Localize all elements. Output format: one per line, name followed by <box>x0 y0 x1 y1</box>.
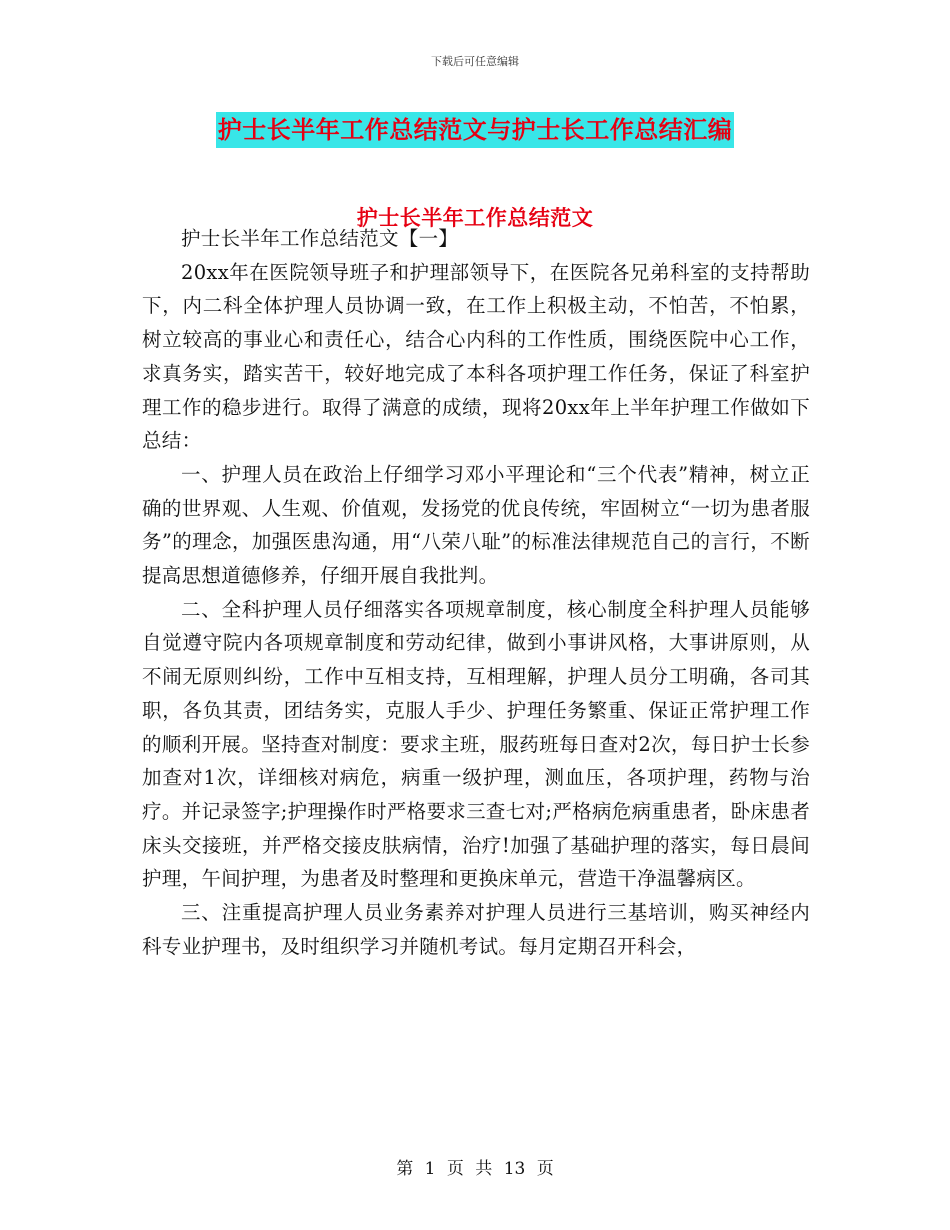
section-title: 护士长半年工作总结范文 <box>356 205 594 230</box>
paragraph-3: 二、全科护理人员仔细落实各项规章制度，核心制度全科护理人员能够自觉遵守院内各项规章制度和劳动纪律，做到小事讲风格，大事讲原则，从不闹无原则纠纷，工作中互相支持，互相理解，护理人员分工明确，各司其职，各负其责，团结务实，克服人手少、护理任务繁重、保证正常护理工作的顺利开展。坚持查对制度：要求主班，服药班每日查对2次，每日护士长参加查对1次，详细核对病危，病重一级护理，测血压，各项护理，药物与治疗。并记录签字;护理操作时严格要求三查七对;严格病危病重患者，卧床患者床头交接班，并严格交接皮肤病情，治疗!加强了基础护理的落实，每日晨间护理，午间护理，为患者及时整理和更换床单元，营造干净温馨病区。 <box>142 597 810 891</box>
paragraph-4: 三、注重提高护理人员业务素养对护理人员进行三基培训，购买神经内科专业护理书，及时组织学习并随机考试。每月定期召开科会， <box>142 901 810 958</box>
paragraph-1: 20xx年在医院领导班子和护理部领导下，在医院各兄弟科室的支持帮助下，内二科全体护理人员协调一致，在工作上积极主动，不怕苦，不怕累，树立较高的事业心和责任心，结合心内科的工作性质，围绕医院中心工作，求真务实，踏实苦干，较好地完成了本科各项护理工作任务，保证了科室护理工作的稳步进行。取得了满意的成绩，现将20xx年上半年护理工作做如下总结： <box>142 260 810 453</box>
paragraph-2: 一、护理人员在政治上仔细学习邓小平理论和“三个代表”精神，树立正确的世界观、人生观、价值观，发扬党的优良传统，牢固树立“一切为患者服务”的理念，加强医患沟通，用“八荣八耻”的标准法律规范自己的言行，不断提高思想道德修养，仔细开展自我批判。 <box>142 462 810 588</box>
subheading: 护士长半年工作总结范文【一】 <box>181 227 459 250</box>
document-title-container <box>0 112 950 148</box>
document-body <box>142 222 810 963</box>
header-note: 下载后可任意编辑 <box>431 55 519 68</box>
page-footer: 第 1 页 共 13 页 <box>396 1159 554 1179</box>
document-title: 护士长半年工作总结范文与护士长工作总结汇编 <box>216 112 735 148</box>
